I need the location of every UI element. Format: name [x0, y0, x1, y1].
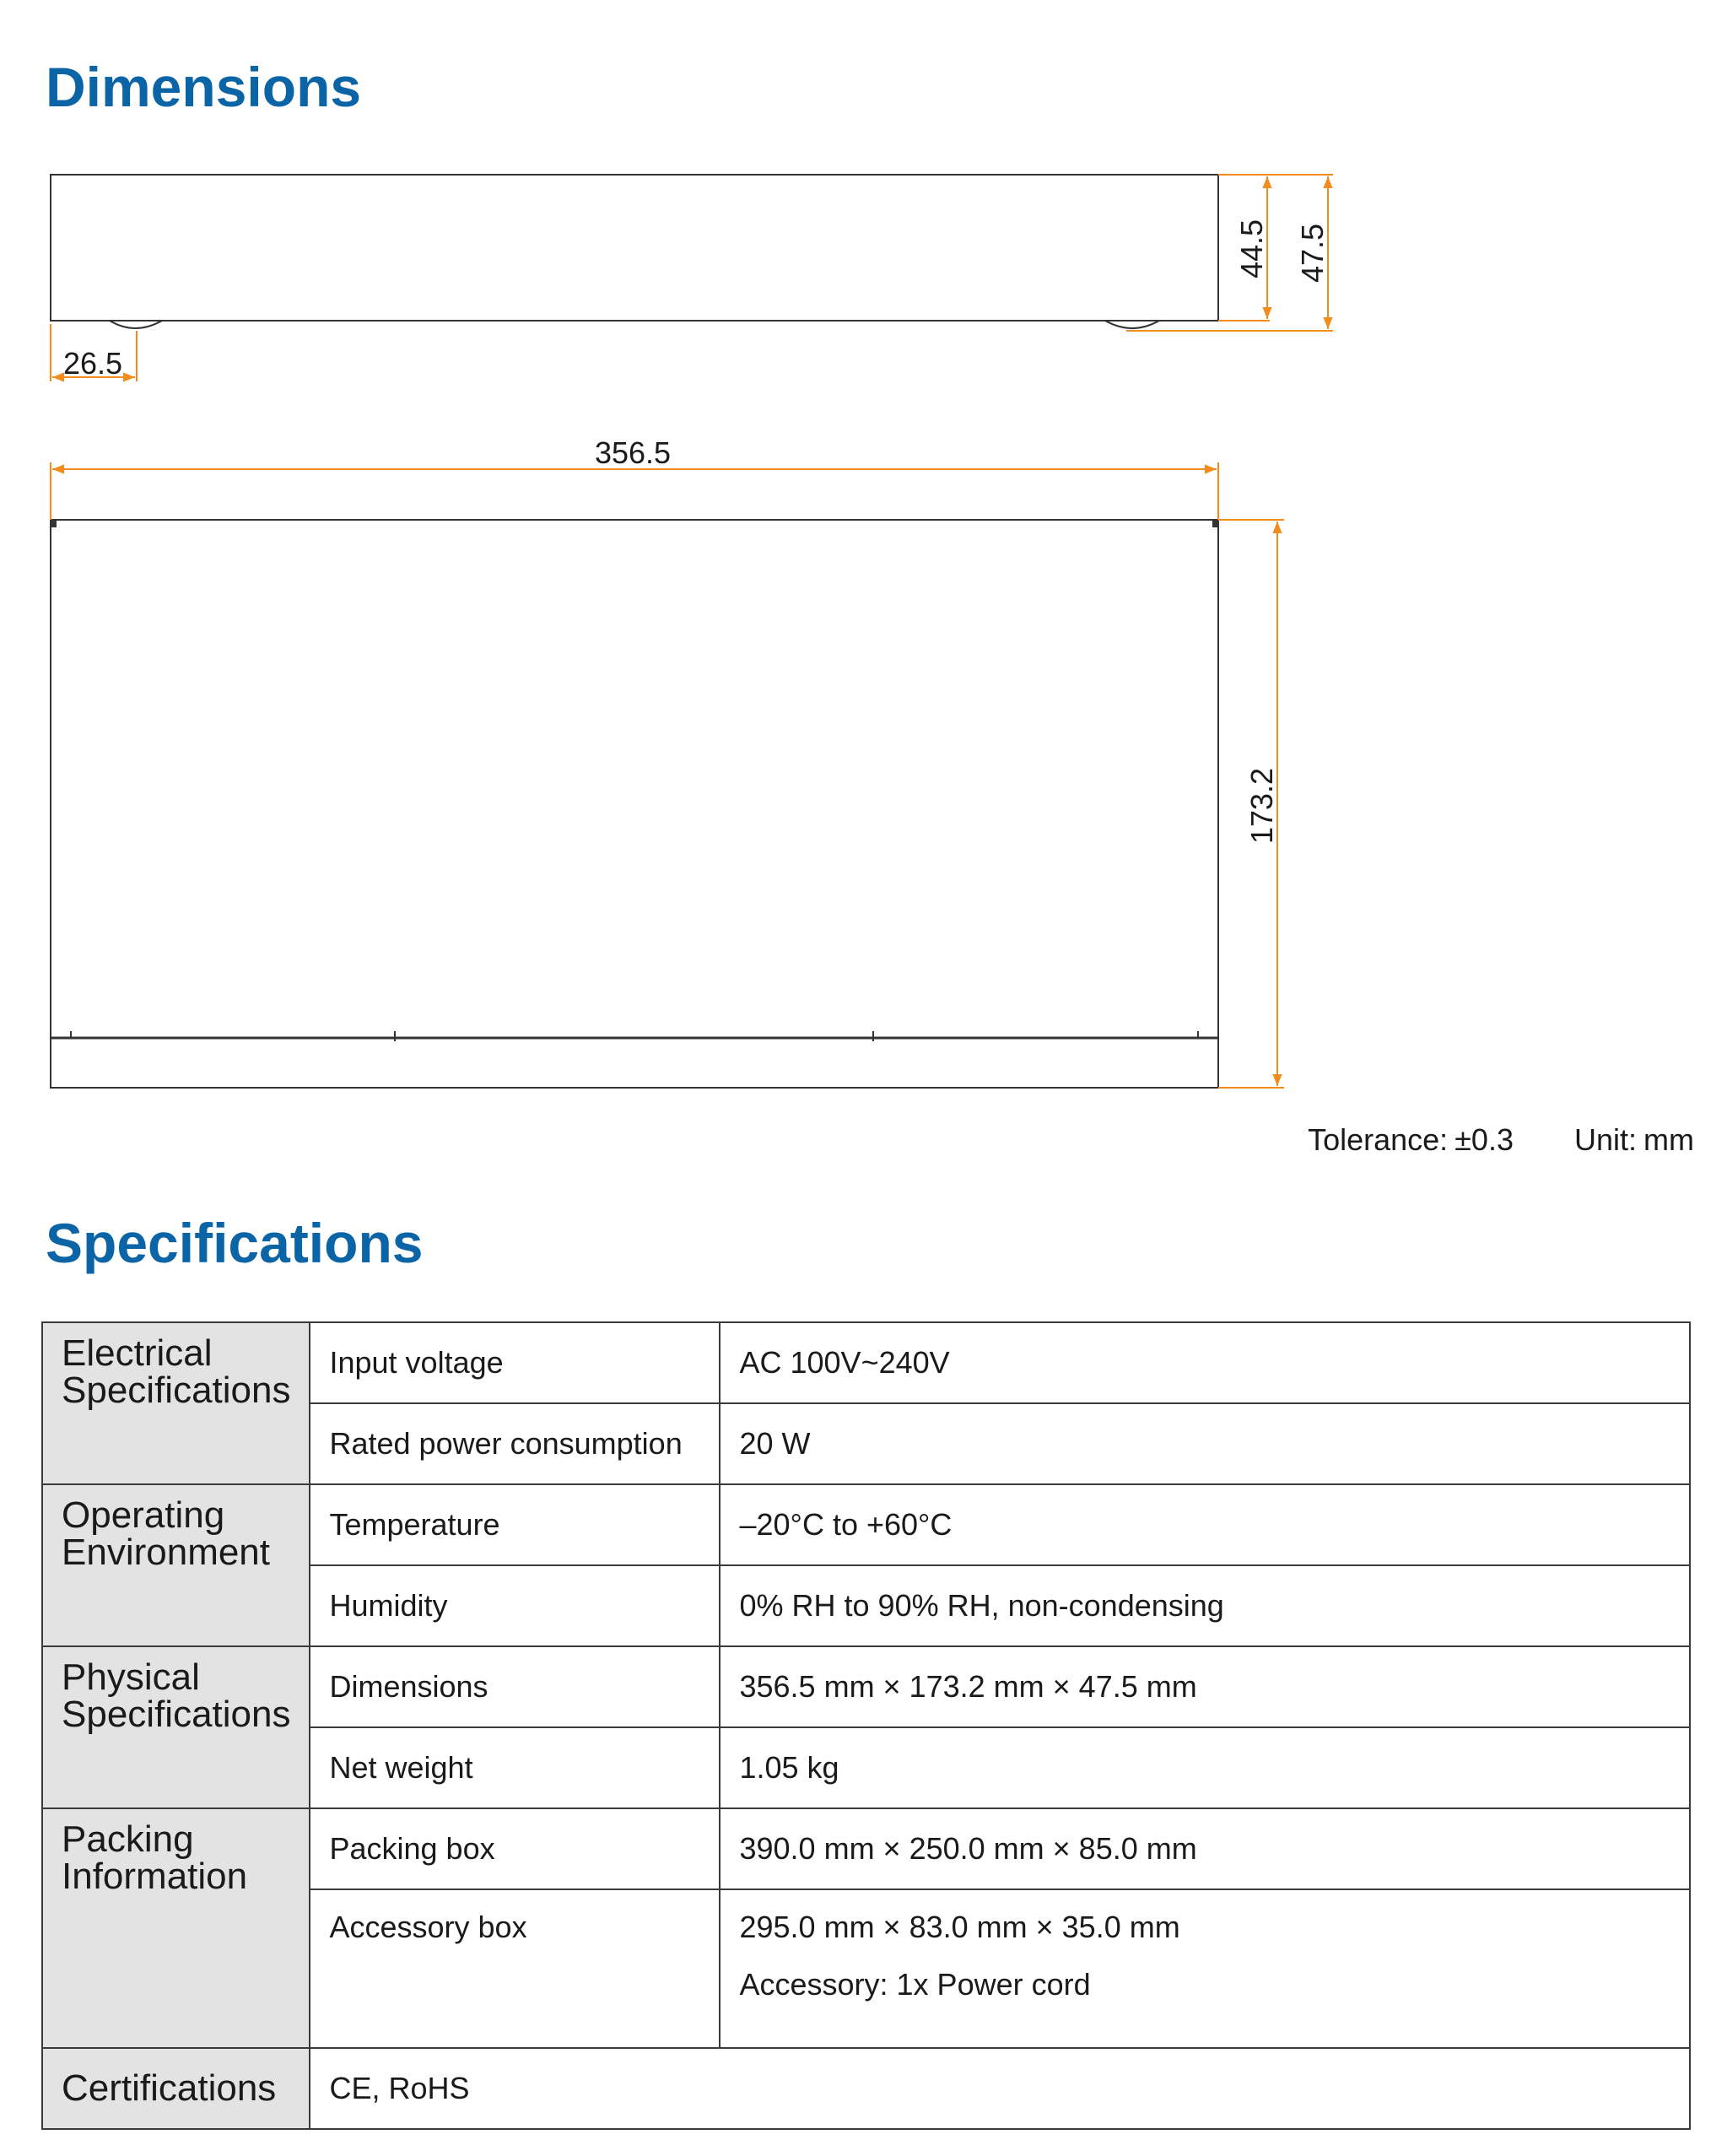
accessory-box-cell	[720, 1889, 1690, 2048]
side-height-inner-label: 44.5	[1234, 219, 1269, 279]
side-height-total-label: 47.5	[1295, 223, 1330, 284]
humidity-label: Humidity	[310, 1565, 720, 1646]
table-row	[42, 1808, 1690, 1889]
packing-box-label: Packing box	[310, 1808, 720, 1889]
weight-value: 1.05 kg	[720, 1727, 1690, 1808]
specifications-table	[41, 1321, 1691, 2130]
category-physical: Physical Specifications	[42, 1646, 310, 1808]
specifications-heading: Specifications	[46, 1212, 424, 1274]
side-view	[51, 175, 1218, 328]
humidity-value: 0% RH to 90% RH, non-condensing	[720, 1565, 1690, 1646]
weight-label: Net weight	[310, 1727, 720, 1808]
temperature-label: Temperature	[310, 1484, 720, 1565]
top-view	[51, 520, 1218, 1088]
accessory-note: Accessory: 1x Power cord	[739, 1967, 1091, 2002]
top-dimension-lines	[51, 462, 1284, 1088]
temperature-value: –20°C to +60°C	[720, 1484, 1690, 1565]
table-row	[42, 1646, 1690, 1727]
category-packing: Packing Information	[42, 1808, 310, 2048]
accessory-box-label: Accessory box	[310, 1889, 720, 2048]
tolerance-note	[1301, 1122, 1694, 1158]
power-value: 20 W	[720, 1403, 1690, 1484]
category-environment: Operating Environment	[42, 1484, 310, 1646]
accessory-box-value: 295.0 mm × 83.0 mm × 35.0 mm	[739, 1910, 1180, 1944]
tolerance-label: Tolerance:	[1308, 1122, 1449, 1157]
category-electrical: Electrical Specifications	[42, 1322, 310, 1484]
dimensions-heading: Dimensions	[46, 56, 362, 118]
table-row	[42, 1322, 1690, 1403]
table-row	[42, 2048, 1690, 2129]
foot-offset-label: 26.5	[62, 346, 123, 381]
dimensions-label: Dimensions	[310, 1646, 720, 1727]
unit-value: mm	[1643, 1122, 1694, 1157]
power-label: Rated power consumption	[310, 1403, 720, 1484]
dimensions-value: 356.5 mm × 173.2 mm × 47.5 mm	[720, 1646, 1690, 1727]
category-certifications: Certifications	[42, 2048, 310, 2129]
input-voltage-value: AC 100V~240V	[720, 1322, 1690, 1403]
tolerance-value: ±0.3	[1454, 1122, 1514, 1157]
top-depth-label: 173.2	[1244, 767, 1279, 845]
packing-box-value: 390.0 mm × 250.0 mm × 85.0 mm	[720, 1808, 1690, 1889]
table-row	[42, 1484, 1690, 1565]
top-width-label: 356.5	[594, 435, 672, 470]
side-dimension-lines	[51, 175, 1333, 381]
input-voltage-label: Input voltage	[310, 1322, 720, 1403]
certifications-value: CE, RoHS	[310, 2048, 1690, 2129]
unit-label: Unit:	[1573, 1122, 1638, 1157]
